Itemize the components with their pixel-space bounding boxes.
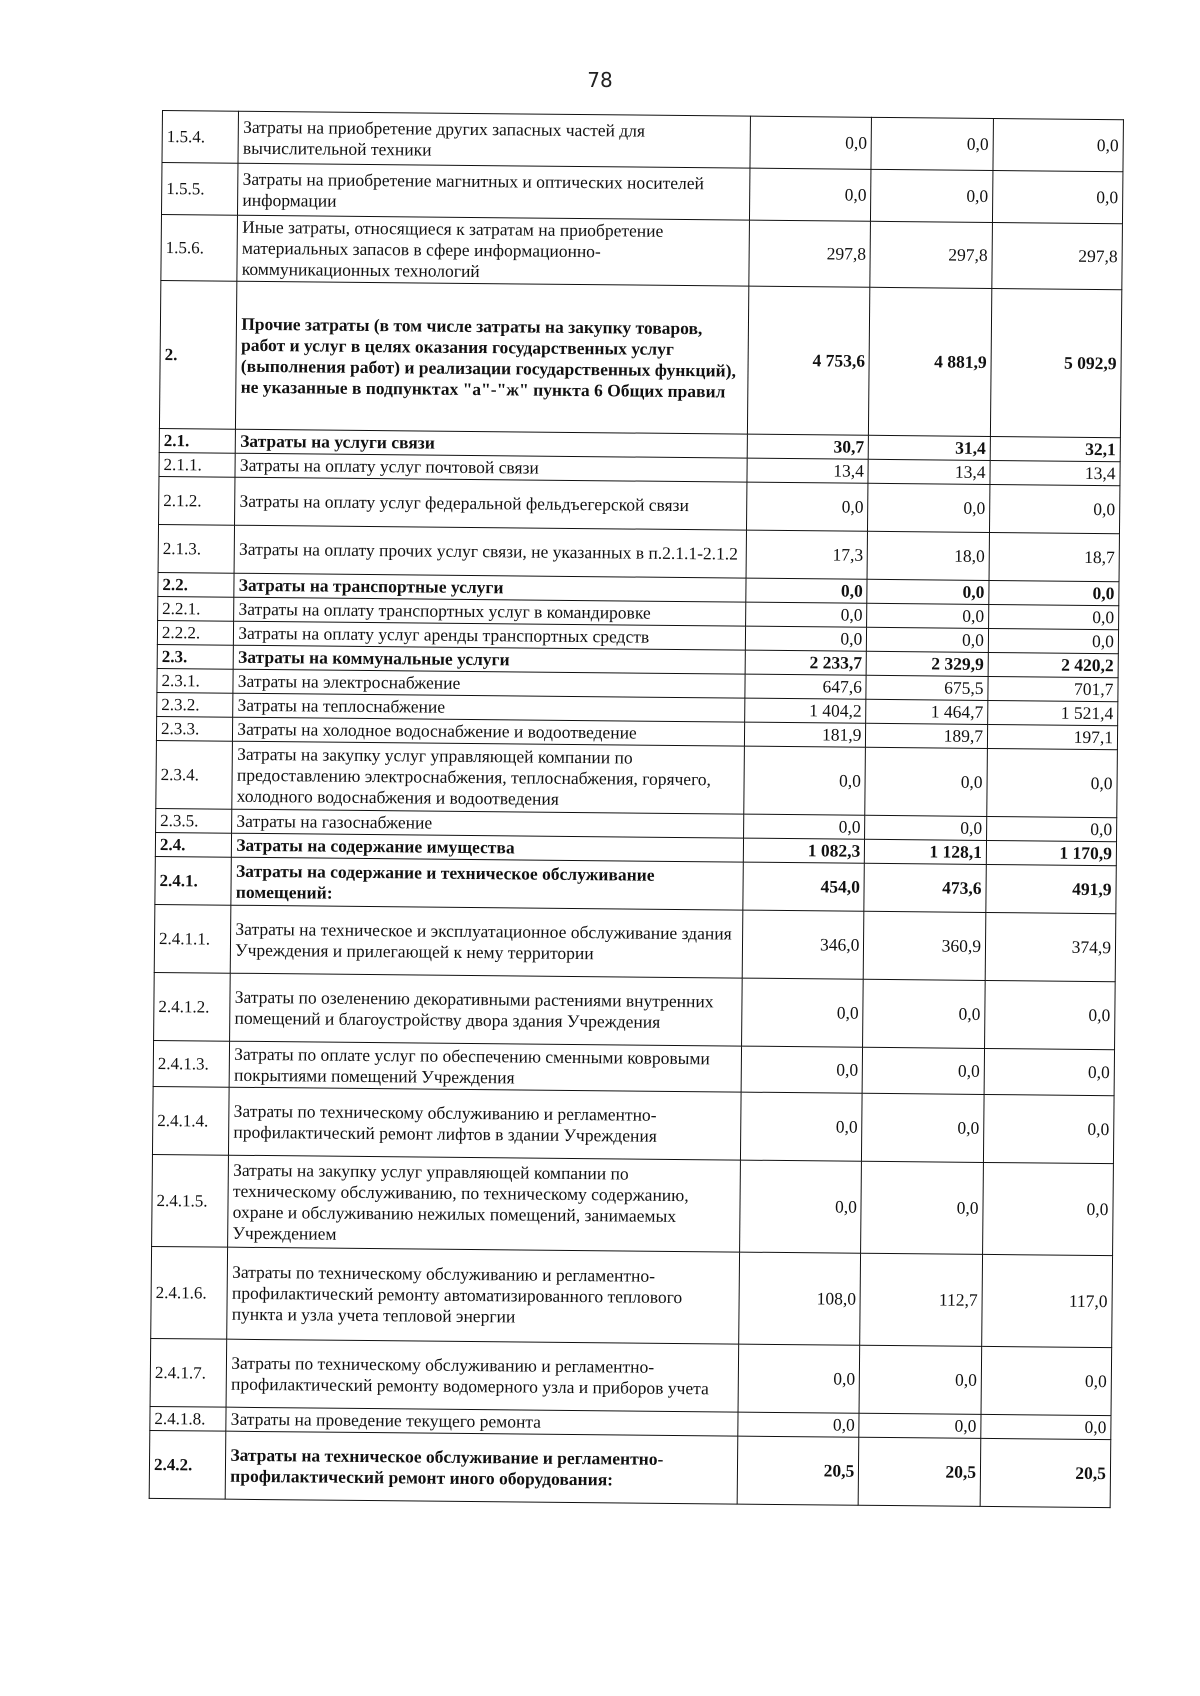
- table-row: [161, 214, 1123, 289]
- value-year-2-cell: 4 881,9: [869, 287, 992, 436]
- value-year-3-cell: 1 170,9: [986, 840, 1116, 865]
- value-year-2-cell: 112,7: [860, 1253, 983, 1346]
- row-description-cell: Иные затраты, относящиеся к затратам на приобретение материальных запасов в сфере информационно-коммуникационных технологий: [237, 215, 749, 286]
- row-number-cell: 2.4.1.5.: [152, 1154, 229, 1247]
- value-year-3-cell: 701,7: [988, 676, 1118, 701]
- value-year-2-cell: 297,8: [870, 221, 992, 288]
- row-description-cell: Затраты на услуги связи: [236, 429, 748, 458]
- value-year-3-cell: 197,1: [987, 724, 1117, 749]
- table-row: [150, 1338, 1112, 1415]
- value-year-3-cell: 32,1: [990, 436, 1120, 461]
- value-year-3-cell: 0,0: [983, 1094, 1114, 1163]
- value-year-3-cell: 0,0: [993, 118, 1123, 171]
- row-number-cell: 2.3.5.: [156, 808, 233, 833]
- value-year-3-cell: 297,8: [992, 222, 1123, 289]
- budget-table-container: [149, 110, 1124, 1508]
- budget-table-body: [149, 111, 1123, 1508]
- row-description-cell: Затраты на оплату услуг аренды транспортных средств: [234, 621, 746, 650]
- value-year-2-cell: 0,0: [871, 169, 993, 222]
- value-year-1-cell: 0,0: [743, 814, 865, 839]
- value-year-1-cell: 1 404,2: [744, 698, 866, 723]
- row-description-cell: Затраты на электроснабжение: [233, 669, 745, 698]
- row-description-cell: Затраты на закупку услуг управляющей компании по предоставлению электроснабжения, теплоснабжения, горячего, холодного водоснабжения и водоотведения: [232, 741, 744, 814]
- row-description-cell: Затраты на газоснабжение: [232, 809, 744, 838]
- value-year-1-cell: 1 082,3: [743, 838, 865, 863]
- row-number-cell: 2.1.1.: [159, 452, 236, 477]
- value-year-2-cell: 0,0: [867, 603, 989, 628]
- value-year-3-cell: 374,9: [985, 912, 1116, 981]
- value-year-1-cell: 4 753,6: [747, 286, 870, 435]
- value-year-1-cell: 20,5: [737, 1436, 859, 1505]
- value-year-2-cell: 360,9: [864, 911, 986, 980]
- value-year-1-cell: 0,0: [741, 978, 863, 1047]
- row-description-cell: Затраты на оплату услуг федеральной фельдъегерской связи: [235, 477, 747, 530]
- row-description-cell: Затраты по озеленению декоративными растениями внутренних помещений и благоустройству двора здания Учреждения: [230, 973, 742, 1046]
- value-year-2-cell: 0,0: [859, 1345, 981, 1414]
- value-year-3-cell: 20,5: [980, 1438, 1111, 1507]
- value-year-1-cell: 647,6: [745, 674, 867, 699]
- value-year-3-cell: 0,0: [990, 484, 1120, 533]
- row-number-cell: 2.4.: [155, 832, 232, 857]
- table-row: [154, 972, 1116, 1049]
- row-number-cell: 2.3.: [157, 644, 234, 669]
- value-year-2-cell: 0,0: [861, 1161, 984, 1254]
- row-number-cell: 1.5.4.: [162, 111, 239, 164]
- value-year-1-cell: 454,0: [743, 862, 865, 911]
- row-description-cell: Затраты на техническое и эксплуатационное обслуживание здания Учреждения и прилегающей к нему территории: [231, 905, 743, 978]
- row-description-cell: Затраты на содержание имущества: [232, 833, 744, 862]
- value-year-3-cell: 491,9: [986, 864, 1116, 913]
- value-year-1-cell: 0,0: [745, 602, 867, 627]
- value-year-1-cell: 181,9: [744, 722, 866, 747]
- value-year-1-cell: 108,0: [738, 1252, 861, 1345]
- row-description-cell: Затраты на коммунальные услуги: [233, 645, 745, 674]
- value-year-2-cell: 13,4: [868, 459, 990, 484]
- row-description-cell: Затраты на транспортные услуги: [234, 573, 746, 602]
- value-year-2-cell: 0,0: [865, 747, 987, 816]
- row-description-cell: Прочие затраты (в том числе затраты на закупку товаров, работ и услуг в целях оказания государственных услуг (выполнения работ) и реализации государственных функций), не указанные в подпунктах "а"-"ж" пункта 6 Общих правил: [236, 281, 749, 434]
- row-description-cell: Затраты на оплату услуг почтовой связи: [235, 453, 747, 482]
- value-year-2-cell: 18,0: [867, 531, 989, 580]
- value-year-3-cell: 0,0: [987, 748, 1118, 817]
- value-year-3-cell: 0,0: [981, 1414, 1111, 1439]
- row-description-cell: Затраты по оплате услуг по обеспечению сменными ковровыми покрытиями помещений Учреждения: [229, 1041, 741, 1092]
- value-year-3-cell: 2 420,2: [988, 652, 1118, 677]
- table-row: [161, 163, 1122, 224]
- value-year-3-cell: 0,0: [988, 628, 1118, 653]
- table-row: [162, 111, 1123, 172]
- value-year-3-cell: 0,0: [989, 604, 1119, 629]
- value-year-2-cell: 189,7: [866, 723, 988, 748]
- row-description-cell: Затраты на техническое обслуживание и регламентно-профилактический ремонт иного оборудования:: [225, 1431, 737, 1504]
- row-number-cell: 2.3.1.: [157, 668, 234, 693]
- value-year-2-cell: 0,0: [863, 979, 985, 1048]
- row-description-cell: Затраты на теплоснабжение: [233, 693, 745, 722]
- row-number-cell: 2.: [159, 280, 237, 429]
- value-year-3-cell: 117,0: [982, 1254, 1113, 1347]
- value-year-2-cell: 2 329,9: [866, 651, 988, 676]
- row-description-cell: Затраты на содержание и техническое обслуживание помещений:: [231, 857, 743, 910]
- row-description-cell: Затраты на оплату прочих услуг связи, не указанных в п.2.1.1-2.1.2: [234, 525, 746, 578]
- row-number-cell: 2.4.1.: [155, 856, 232, 905]
- row-number-cell: 2.2.: [158, 572, 235, 597]
- value-year-3-cell: 0,0: [987, 816, 1117, 841]
- row-description-cell: Затраты по техническому обслуживанию и регламентно-профилактический ремонт лифтов в здании Учреждения: [229, 1087, 741, 1160]
- value-year-1-cell: 13,4: [747, 458, 869, 483]
- row-number-cell: 2.3.4.: [156, 740, 233, 809]
- table-row: [159, 280, 1121, 437]
- table-row: [154, 904, 1116, 981]
- table-row: [149, 1430, 1111, 1507]
- value-year-1-cell: 17,3: [746, 530, 868, 579]
- row-number-cell: 1.5.6.: [161, 214, 238, 281]
- value-year-1-cell: 0,0: [750, 116, 872, 169]
- value-year-2-cell: 675,5: [866, 675, 988, 700]
- row-number-cell: 2.4.1.8.: [150, 1406, 227, 1431]
- value-year-2-cell: 0,0: [868, 483, 990, 532]
- row-number-cell: 2.3.2.: [157, 692, 234, 717]
- value-year-1-cell: 0,0: [741, 1046, 863, 1093]
- row-description-cell: Затраты по техническому обслуживанию и регламентно-профилактический ремонту автоматизированного теплового пункта и узла учета тепловой энергии: [227, 1247, 739, 1344]
- value-year-2-cell: 1 128,1: [865, 839, 987, 864]
- budget-table: [149, 110, 1124, 1508]
- row-number-cell: 2.4.1.1.: [154, 904, 231, 973]
- value-year-1-cell: 0,0: [746, 578, 868, 603]
- value-year-2-cell: 0,0: [862, 1047, 984, 1094]
- row-description-cell: Затраты на холодное водоснабжение и водоотведение: [233, 717, 745, 746]
- row-number-cell: 2.4.2.: [149, 1430, 226, 1499]
- row-description-cell: Затраты на приобретение магнитных и оптических носителей информации: [238, 163, 750, 220]
- value-year-2-cell: 473,6: [864, 863, 986, 912]
- row-number-cell: 2.3.3.: [156, 716, 233, 741]
- row-description-cell: Затраты по техническому обслуживанию и регламентно-профилактический ремонту водомерного узла и приборов учета: [226, 1339, 738, 1412]
- row-description-cell: Затраты на закупку услуг управляющей компании по техническому обслуживанию, по техническому содержанию, охране и обслуживанию нежилых помещений, занимаемых Учреждением: [228, 1155, 740, 1252]
- value-year-1-cell: 0,0: [745, 626, 867, 651]
- row-description-cell: Затраты на приобретение других запасных частей для вычислительной техники: [238, 111, 750, 168]
- value-year-2-cell: 0,0: [862, 1093, 984, 1162]
- table-row: [151, 1246, 1113, 1347]
- table-row: [152, 1154, 1114, 1255]
- value-year-3-cell: 0,0: [985, 980, 1116, 1049]
- row-number-cell: 2.4.1.7.: [150, 1338, 227, 1407]
- value-year-2-cell: 0,0: [865, 815, 987, 840]
- value-year-2-cell: 0,0: [871, 117, 993, 170]
- value-year-2-cell: 20,5: [859, 1437, 981, 1506]
- row-description-cell: Затраты на оплату транспортных услуг в командировке: [234, 597, 746, 626]
- row-description-cell: Затраты на проведение текущего ремонта: [226, 1407, 738, 1436]
- value-year-3-cell: 1 521,4: [988, 700, 1118, 725]
- value-year-3-cell: 0,0: [989, 580, 1119, 605]
- row-number-cell: 2.1.: [159, 428, 236, 453]
- row-number-cell: 2.1.2.: [159, 476, 236, 525]
- row-number-cell: 2.1.3.: [158, 524, 235, 573]
- value-year-1-cell: 0,0: [743, 746, 865, 815]
- value-year-1-cell: 0,0: [739, 1160, 862, 1253]
- value-year-1-cell: 0,0: [746, 482, 868, 531]
- value-year-1-cell: 297,8: [749, 220, 871, 287]
- value-year-3-cell: 13,4: [990, 460, 1120, 485]
- row-number-cell: 2.4.1.3.: [153, 1040, 230, 1087]
- row-number-cell: 2.4.1.6.: [151, 1246, 228, 1339]
- value-year-1-cell: 0,0: [749, 168, 871, 221]
- table-row: [152, 1086, 1114, 1163]
- value-year-1-cell: 30,7: [747, 434, 869, 459]
- row-number-cell: 2.2.1.: [158, 596, 235, 621]
- value-year-2-cell: 0,0: [867, 627, 989, 652]
- value-year-2-cell: 31,4: [869, 435, 991, 460]
- value-year-1-cell: 346,0: [742, 910, 864, 979]
- value-year-3-cell: 0,0: [992, 170, 1122, 223]
- row-number-cell: 2.4.1.2.: [154, 972, 231, 1041]
- row-number-cell: 2.4.1.4.: [152, 1086, 229, 1155]
- table-row: [156, 740, 1118, 817]
- value-year-2-cell: 0,0: [859, 1413, 981, 1438]
- row-number-cell: 1.5.5.: [161, 163, 238, 216]
- value-year-3-cell: 0,0: [981, 1346, 1112, 1415]
- value-year-2-cell: 0,0: [867, 579, 989, 604]
- value-year-3-cell: 5 092,9: [990, 288, 1121, 437]
- value-year-3-cell: 0,0: [984, 1048, 1114, 1095]
- page-number: 78: [587, 68, 613, 92]
- row-number-cell: 2.2.2.: [157, 620, 234, 645]
- value-year-3-cell: 18,7: [989, 532, 1119, 581]
- value-year-2-cell: 1 464,7: [866, 699, 988, 724]
- value-year-3-cell: 0,0: [983, 1162, 1114, 1255]
- value-year-1-cell: 0,0: [740, 1092, 862, 1161]
- value-year-1-cell: 0,0: [738, 1344, 860, 1413]
- value-year-1-cell: 0,0: [738, 1412, 860, 1437]
- value-year-1-cell: 2 233,7: [745, 650, 867, 675]
